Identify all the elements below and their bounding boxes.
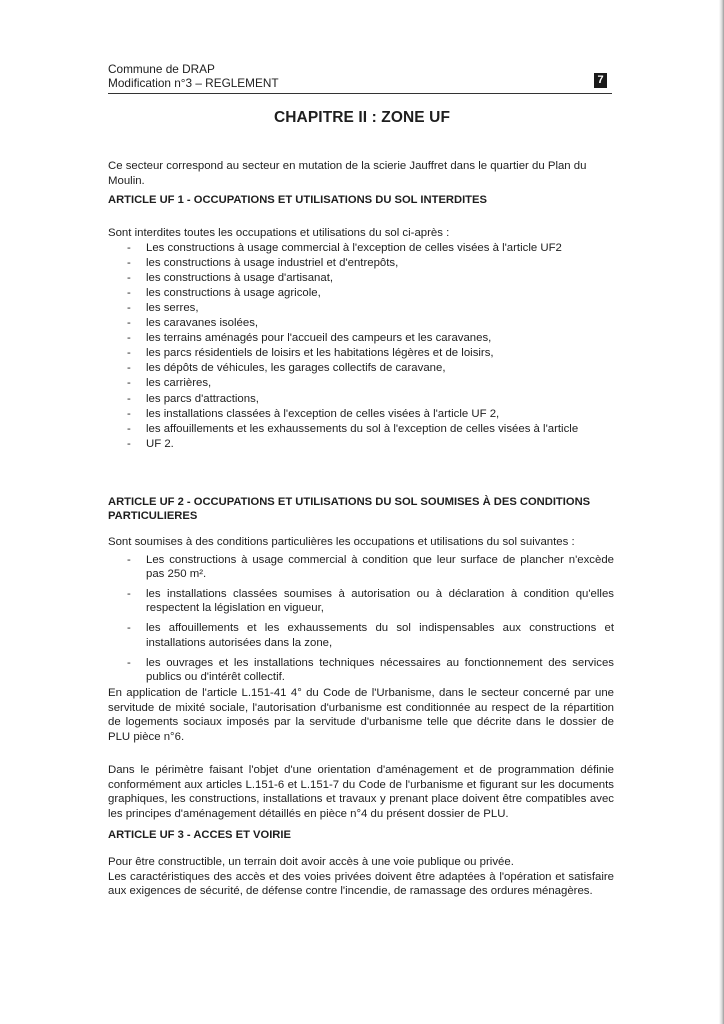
article-uf3 — [108, 828, 614, 842]
article-uf1 — [108, 193, 614, 207]
article-uf3-line1: Pour être constructible, un terrain doit avoir accès à une voie publique ou privée. — [108, 856, 514, 868]
article-uf1-lead: Sont interdites toutes les occupations et utilisations du sol ci-après : — [108, 227, 450, 239]
list-item: - les ouvrages et les installations techniques nécessaires au fonctionnement des services publics ou d'intérêt collectif. — [108, 656, 614, 684]
article-uf2 — [108, 495, 614, 523]
list-item: - les parcs résidentiels de loisirs et les habitations légères et de loisirs, — [108, 346, 614, 361]
article-uf3-title: ARTICLE UF 3 - ACCES ET VOIRIE — [108, 829, 291, 841]
list-item: - les caravanes isolées, — [108, 316, 614, 331]
article-uf2-body — [108, 535, 614, 690]
article-uf2-title-line1: ARTICLE UF 2 - OCCUPATIONS ET UTILISATIONS DU SOL SOUMISES À DES CONDITIONS — [108, 496, 591, 508]
article-uf2-paragraph-2 — [108, 763, 614, 821]
article-uf3-body — [108, 855, 614, 899]
header-divider — [108, 93, 612, 94]
article-uf3-paragraph: Les caractéristiques des accès et des voies privées doivent être adaptées à l'opération et satisfaire aux exigences de sécurité, de défense contre l'incendie, de ramassage des ordures ménagères. — [108, 870, 614, 898]
list-item: - les parcs d'attractions, — [108, 392, 614, 407]
list-item: - les constructions à usage industriel et d'entrepôts, — [108, 256, 614, 271]
article-uf2-list — [108, 553, 614, 685]
article-uf1-list — [108, 241, 614, 452]
list-item: - les affouillements et les exhaussements du sol à l'exception de celles visées à l'article — [108, 422, 614, 437]
list-item: - les installations classées soumises à autorisation ou à déclaration à condition qu'elles respectent la législation en vigueur, — [108, 587, 614, 615]
mixite-sociale-paragraph: En application de l'article L.151-41 4° du Code de l'Urbanisme, dans le secteur concerné par une servitude de mixité sociale, l'autorisation d'urbanisme est conditionnée au respect de la répartition de logements sociaux imposés par la servitude d'urbanisme telle que décrite dans le dossier de PLU pièce n°6. — [108, 687, 614, 743]
list-item: - les carrières, — [108, 376, 614, 391]
intro-paragraph — [108, 159, 614, 188]
list-item: - les serres, — [108, 301, 614, 316]
chapter-title: CHAPITRE II : ZONE UF — [273, 109, 451, 126]
scan-edge-shadow — [719, 0, 724, 1024]
article-uf1-body — [108, 226, 614, 452]
list-item: - les terrains aménagés pour l'accueil des campeurs et les caravanes, — [108, 331, 614, 346]
header-commune: Commune de DRAP — [108, 62, 215, 76]
intro-text: Ce secteur correspond au secteur en mutation de la scierie Jauffret dans le quartier du Plan du Moulin. — [108, 160, 587, 187]
article-uf2-lead: Sont soumises à des conditions particulières les occupations et utilisations du sol suivantes : — [108, 536, 575, 548]
article-uf2-title-line2: PARTICULIERES — [108, 510, 198, 522]
list-item: - les affouillements et les exhaussements du sol indispensables aux constructions et installations autorisées dans la zone, — [108, 621, 614, 649]
list-item: - les constructions à usage d'artisanat, — [108, 271, 614, 286]
list-item: - les dépôts de véhicules, les garages collectifs de caravane, — [108, 361, 614, 376]
oap-paragraph: Dans le périmètre faisant l'objet d'une orientation d'aménagement et de programmation définie conformément aux articles L.151-6 et L.151-7 du Code de l'urbanisme et figurant sur les documents graphiques, les constructions, installations et travaux y prenant place doivent être compatibles avec les principes d'aménagement détaillés en pièce n°4 du présent dossier de PLU. — [108, 764, 614, 820]
list-item: - Les constructions à usage commercial à condition que leur surface de plancher n'excède pas 250 m². — [108, 553, 614, 581]
header-document: Modification n°3 – REGLEMENT — [108, 76, 279, 90]
list-item: - les constructions à usage agricole, — [108, 286, 614, 301]
page-header — [108, 62, 614, 90]
page-number-badge: 7 — [594, 73, 607, 88]
list-item: - les installations classées à l'exception de celles visées à l'article UF 2, — [108, 407, 614, 422]
article-uf2-paragraph-1 — [108, 686, 614, 744]
article-uf1-title: ARTICLE UF 1 - OCCUPATIONS ET UTILISATIONS DU SOL INTERDITES — [108, 194, 487, 206]
list-item: - Les constructions à usage commercial à l'exception de celles visées à l'article UF2 — [108, 241, 614, 256]
list-item: - UF 2. — [108, 437, 614, 452]
